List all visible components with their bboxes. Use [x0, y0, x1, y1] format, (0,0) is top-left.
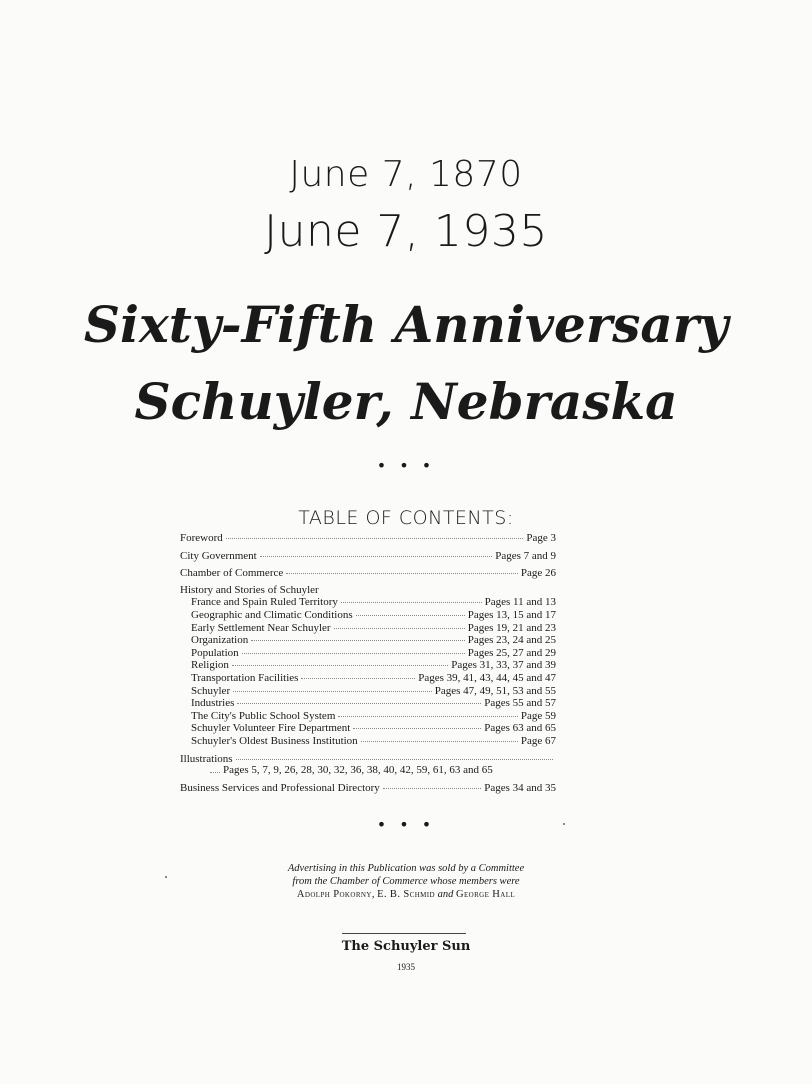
toc-pages: Pages 25, 27 and 29 — [467, 646, 556, 659]
toc-label: Geographic and Climatic Conditions — [191, 608, 353, 621]
dot-leader — [341, 594, 482, 603]
dot-leader — [232, 657, 448, 666]
toc-pages: Page 59 — [520, 709, 556, 722]
toc-entry-foreword — [180, 532, 556, 545]
toc-pages: Pages 55 and 57 — [484, 697, 556, 710]
toc-pages: Pages 34 and 35 — [484, 781, 556, 794]
toc-pages: Pages 7 and 9 — [495, 549, 556, 562]
toc-label: Transportation Facilities — [191, 671, 299, 684]
toc-label: Schuyler Volunteer Fire Department — [191, 722, 351, 735]
toc-pages: Pages 5, 7, 9, 26, 28, 30, 32, 36, 38, 40, 42, 59, 61, 63 and 65 — [223, 764, 493, 777]
member-name: E. B. Schmid — [377, 889, 435, 900]
title-location: Schuyler, Nebraska — [134, 372, 678, 431]
dot-leader — [237, 695, 481, 704]
toc-label: Business Services and Professional Directory — [180, 781, 380, 794]
dot-leader — [383, 780, 481, 789]
dot-leader — [233, 683, 432, 692]
toc-entry-business — [180, 782, 556, 795]
toc-pages: Page 26 — [520, 567, 556, 580]
toc-label: Early Settlement Near Schuyler — [191, 621, 331, 634]
toc-heading: TABLE OF CONTENTS: — [298, 507, 514, 529]
title-anniversary: Sixty-Fifth Anniversary — [83, 295, 729, 354]
credits-members: Adolph Pokorny, E. B. Schmid and George Hall — [296, 889, 516, 900]
toc-pages: Pages 11 and 13 — [484, 596, 556, 609]
date-1870: June 7, 1870 — [289, 154, 523, 195]
toc-label: Chamber of Commerce — [180, 567, 284, 580]
dot-leader — [251, 632, 464, 641]
separator-dots-top: • • • — [376, 456, 436, 475]
toc-label: France and Spain Ruled Territory — [191, 596, 338, 609]
dot-leader — [236, 751, 553, 760]
toc-history-list — [180, 596, 556, 747]
member-name: Adolph Pokorny — [296, 889, 372, 900]
member-name: George Hall — [455, 889, 516, 900]
toc-label: Organization — [191, 634, 249, 647]
toc-pages: Pages 23, 24 and 25 — [467, 634, 556, 647]
toc-label: Population — [191, 646, 239, 659]
print-speck — [165, 876, 167, 878]
toc-label: Industries — [191, 697, 235, 710]
dot-leader — [338, 708, 517, 717]
dot-leader — [260, 548, 493, 557]
toc-pages: Pages 31, 33, 37 and 39 — [451, 659, 556, 672]
toc-illustrations-pages-line — [180, 765, 556, 777]
toc-label: The City's Public School System — [191, 709, 336, 722]
dot-leader — [286, 565, 518, 574]
toc-pages: Pages 63 and 65 — [484, 722, 556, 735]
date-1935: June 7, 1935 — [264, 206, 548, 257]
advertising-credits — [0, 862, 812, 901]
toc-pages: Pages 47, 49, 51, 53 and 55 — [434, 684, 556, 697]
dot-leader — [210, 772, 220, 773]
toc-label: Schuyler's Oldest Business Institution — [191, 734, 358, 747]
toc-label: Religion — [191, 659, 229, 672]
toc-label: Foreword — [180, 532, 223, 544]
dot-leader — [353, 720, 481, 729]
toc-pages: Page 67 — [520, 734, 556, 747]
dot-leader — [361, 733, 518, 742]
toc-label: Schuyler — [191, 684, 231, 697]
credits-and: and — [437, 889, 454, 900]
toc-pages: Page 3 — [526, 532, 556, 544]
credits-line-2: from the Chamber of Commerce whose members were — [292, 876, 520, 887]
dot-leader — [334, 620, 465, 629]
print-speck — [563, 823, 565, 825]
table-of-contents — [180, 532, 556, 794]
toc-entry-city-government — [180, 550, 556, 563]
separator-dots-bottom: • • • — [376, 815, 436, 834]
toc-label: City Government — [180, 549, 257, 562]
toc-pages: Pages 19, 21 and 23 — [467, 621, 556, 634]
toc-pages: Pages 13, 15 and 17 — [467, 608, 556, 621]
publisher-name: The Schuyler Sun — [341, 939, 471, 954]
dot-leader — [242, 645, 465, 654]
footer-rule — [342, 933, 466, 934]
dot-leader — [356, 607, 465, 616]
toc-entry-chamber — [180, 567, 556, 580]
credits-line-1: Advertising in this Publication was sold by a Committee — [287, 863, 525, 874]
toc-pages: Pages 39, 41, 43, 44, 45 and 47 — [418, 671, 556, 684]
toc-history-entry — [180, 735, 556, 748]
toc-label: History and Stories of Schuyler — [180, 583, 319, 596]
toc-label: Illustrations — [180, 752, 233, 765]
dot-leader — [226, 530, 524, 539]
publication-year: 1935 — [397, 962, 415, 972]
dot-leader — [301, 670, 415, 679]
